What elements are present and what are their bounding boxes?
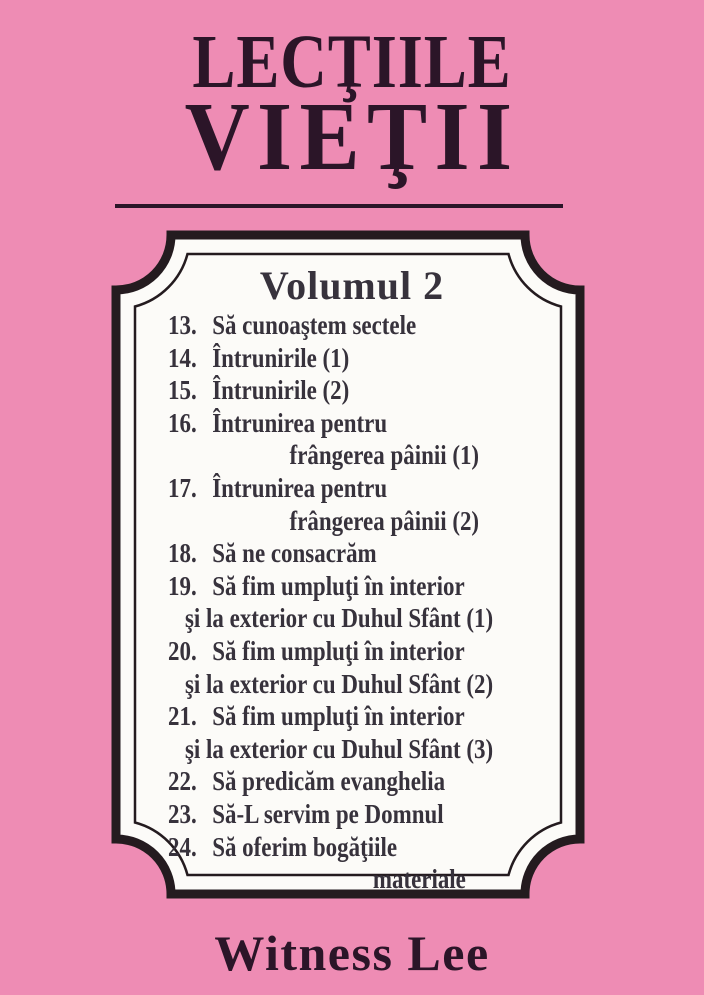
title-line-1: LECŢIILE — [192, 20, 512, 104]
toc-row-number: 13. — [168, 310, 197, 340]
toc-row-number: 21. — [168, 701, 197, 732]
toc-row-number: 23. — [168, 798, 197, 829]
toc-row — [168, 700, 576, 733]
toc-row — [168, 505, 576, 538]
toc-row-text: frângerea pâinii (2) — [289, 505, 480, 536]
toc-row-text: frângerea pâinii (1) — [289, 440, 480, 471]
toc-row-text: Să ne consacrăm — [212, 538, 377, 569]
toc-row — [168, 668, 576, 701]
toc-row — [168, 342, 576, 375]
toc-row — [168, 798, 576, 831]
toc-row — [168, 635, 576, 668]
author-name: Witness Lee — [214, 925, 490, 981]
toc-row-number: 15. — [168, 375, 197, 406]
toc-row — [168, 765, 576, 798]
toc-list — [168, 309, 576, 896]
toc-row-text: Să fim umpluţi în interior — [212, 570, 465, 601]
title-divider-rule — [115, 204, 563, 208]
toc-row-text: materiale — [372, 864, 466, 895]
toc-row — [168, 602, 576, 635]
toc-row-text: Întrunirea pentru — [212, 407, 388, 438]
toc-row-number: 17. — [168, 472, 197, 503]
toc-row-number: 16. — [168, 407, 197, 438]
toc-row — [168, 863, 576, 896]
toc-row-number: 22. — [168, 766, 197, 797]
toc-row-number: 14. — [168, 342, 197, 373]
toc-row-text: Să cunoaştem sectele — [212, 310, 417, 340]
toc-row-number: 24. — [168, 831, 197, 862]
toc-row-text: Să-L servim pe Domnul — [212, 798, 444, 829]
toc-row-text: Întrunirea pentru — [212, 472, 388, 503]
toc-row-number: 20. — [168, 635, 197, 666]
toc-row-text: Întrunirile (2) — [212, 375, 350, 406]
toc-row — [168, 733, 576, 766]
toc-row-text: şi la exterior cu Duhul Sfânt (1) — [185, 603, 494, 634]
toc-row — [168, 831, 576, 864]
toc-row-text: Întrunirile (1) — [212, 342, 350, 373]
toc-row-text: Să oferim bogăţiile — [212, 831, 398, 862]
toc-row — [168, 374, 576, 407]
toc-row-number: 18. — [168, 538, 197, 569]
volume-heading: Volumul 2 — [259, 263, 445, 308]
toc-row-number: 19. — [168, 570, 197, 601]
title-line-2: VIEŢII — [184, 83, 520, 191]
toc-row-text: Să predicăm evanghelia — [212, 766, 446, 797]
toc-row — [168, 472, 576, 505]
toc-row — [168, 439, 576, 472]
toc-row — [168, 309, 576, 342]
toc-row-text: Să fim umpluţi în interior — [212, 635, 465, 666]
toc-row — [168, 570, 576, 603]
toc-row-text: Să fim umpluţi în interior — [212, 701, 465, 732]
toc-row-text: şi la exterior cu Duhul Sfânt (3) — [185, 733, 494, 764]
toc-row — [168, 537, 576, 570]
toc-row-text: şi la exterior cu Duhul Sfânt (2) — [185, 668, 494, 699]
toc-row — [168, 407, 576, 440]
